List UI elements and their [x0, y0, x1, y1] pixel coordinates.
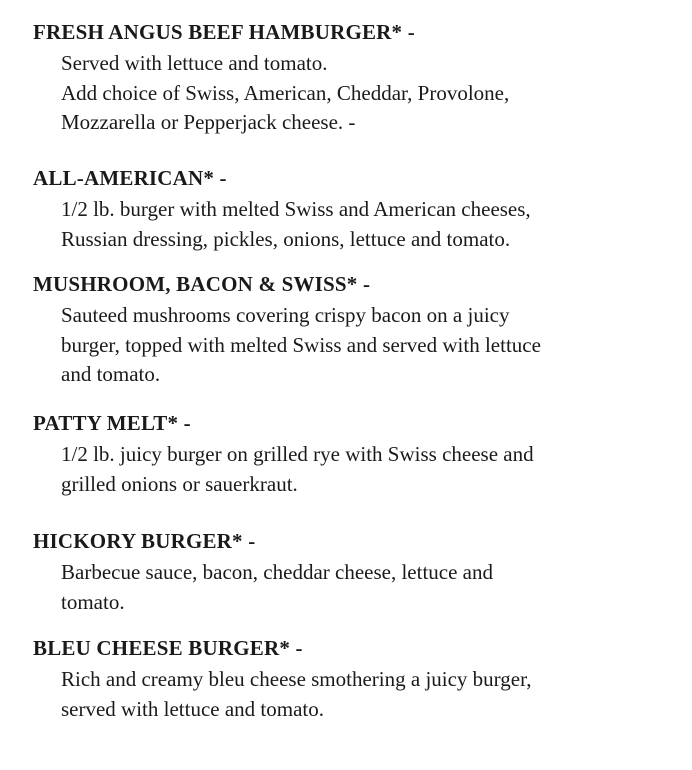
- menu-item-title: HICKORY BURGER* -: [33, 529, 256, 553]
- menu-item-title: PATTY MELT* -: [33, 411, 191, 435]
- menu-item-title: ALL-AMERICAN* -: [33, 166, 227, 190]
- description-line: Served with lettuce and tomato.: [61, 51, 328, 75]
- menu-item-title: MUSHROOM, BACON & SWISS* -: [33, 272, 371, 296]
- description-line: grilled onions or sauerkraut.: [61, 471, 298, 496]
- description-line: Barbecue sauce, bacon, cheddar cheese, lettuce and: [61, 560, 494, 584]
- menu-item-description: [61, 440, 534, 499]
- description-line: 1/2 lb. juicy burger on grilled rye with Swiss cheese and: [61, 442, 534, 466]
- menu-item-title: BLEU CHEESE BURGER* -: [33, 636, 303, 660]
- description-line: Rich and creamy bleu cheese smothering a juicy burger,: [61, 667, 532, 691]
- description-line: Add choice of Swiss, American, Cheddar, Provolone,: [61, 80, 510, 105]
- description-line: Mozzarella or Pepperjack cheese. -: [61, 110, 356, 134]
- description-line: Russian dressing, pickles, onions, lettuce and tomato.: [61, 226, 511, 251]
- description-line: burger, topped with melted Swiss and served with lettuce: [61, 332, 541, 357]
- description-line: tomato.: [61, 589, 125, 614]
- menu-item-description: [61, 49, 509, 138]
- description-line: Sauteed mushrooms covering crispy bacon on a juicy: [61, 303, 510, 327]
- description-line: and tomato.: [61, 362, 161, 386]
- description-line: served with lettuce and tomato.: [61, 696, 325, 721]
- menu-item-description: [61, 301, 541, 390]
- description-line: 1/2 lb. burger with melted Swiss and American cheeses,: [61, 197, 531, 221]
- menu-item-title: FRESH ANGUS BEEF HAMBURGER* -: [33, 20, 415, 44]
- menu-item-description: [61, 558, 493, 617]
- menu-item-description: [61, 195, 531, 254]
- menu-item-description: [61, 665, 532, 724]
